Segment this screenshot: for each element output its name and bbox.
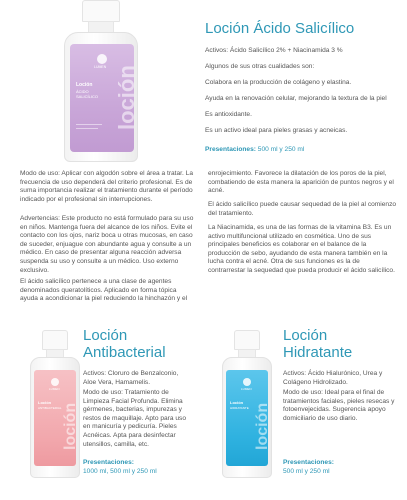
label-product: Loción (230, 400, 244, 405)
salicilico-quality-1: Colabora en la producción de colágeno y elastina. (205, 79, 352, 86)
label-sub-1: HIDRATANTE (230, 406, 249, 410)
usage-paragraph: Modo de uso: Aplicar con algodón sobre el área a tratar. La frecuencia de uso dependerá del criterio profesional. Es de suma importancia realizar el tratamiento durante el período indicado por el profesional sin interrupciones. (20, 170, 194, 203)
hidratante-pres-value: 500 ml y 250 ml (283, 468, 330, 475)
salicilico-quality-4: Es un activo ideal para pieles grasas y acneicas. (205, 127, 348, 134)
brand-logo-icon (243, 378, 251, 386)
salicilico-quality-2: Ayuda en la renovación celular, mejorando la textura de la piel (205, 95, 387, 102)
warnings-paragraph: Advertencias: Este producto no está formulado para su uso en niños. Mantenga fuera del alcance de los niños. Evite el contacto con los ojos, nariz boca u otras mucosas, en caso de suceder, enjuague con abundante agua y consulte a un médico. En caso de presentar alguna reacción adversa suspenda su uso y consulte a un médico. Uso externo exclusivo. (20, 215, 194, 274)
antibacterial-pres-label: Presentaciones: (83, 459, 134, 466)
bottle-label (226, 370, 271, 466)
salicylic-info-paragraph: El ácido salicílico pertenece a una clase de agentes denominados queratolíticos. Aplicado en forma tópica ayuda a acondicionar la piel reduciendo la hinchazón y el (20, 278, 188, 303)
hidratante-bottle (222, 330, 272, 478)
label-sub-1: ANTIBACTERIAL (38, 406, 62, 410)
bottle-cap (82, 0, 120, 22)
bottle-cap (42, 330, 68, 350)
hidratante-title-2: Hidratante (283, 344, 353, 361)
label-product: Loción (76, 82, 93, 88)
antibacterial-pres-value: 1000 ml, 500 ml y 250 ml (83, 468, 157, 475)
bottle-label (34, 370, 79, 466)
antibacterial-title-2: Antibacterial (83, 344, 166, 361)
label-brand: LUMEN (49, 387, 60, 391)
pres-label: Presentaciones: (205, 146, 256, 153)
label-side-word: loción (254, 402, 271, 450)
pres-value: 500 ml y 250 ml (257, 146, 305, 153)
bottle-cap (234, 330, 260, 350)
hidratante-actives: Activos: Ácido Hialurónico, Urea y Colágeno Hidrolizado. (283, 370, 383, 386)
salicilico-bottle (62, 0, 140, 162)
label-brand: LUMEN (241, 387, 252, 391)
antibacterial-title-1: Loción (83, 327, 128, 344)
label-sub-1: ÁCIDO (76, 89, 89, 94)
label-divider (76, 124, 102, 125)
antibacterial-actives: Activos: Cloruro de Benzalconio, Aloe Vera, Hamamelis. (83, 370, 179, 386)
niacinamide-paragraph: La Niacinamida, es una de las formas de la vitamina B3. Es un activo multifuncional utilizado en cosmética. Uno de sus principales beneficios es colaborar en el balance de la producción de sebo, ayudando de esta manera también en la lucha contra el acné. Otra de sus funciones es la de contrarrestar la sequedad que pueda producir el ácido salicílico. (208, 224, 395, 274)
salicilico-intro: Algunos de sus otras cualidades son: (205, 63, 315, 70)
salicylic-dryness-paragraph: El ácido salicílico puede causar sequedad de la piel al comienzo del tratamiento. (208, 201, 397, 217)
salicilico-quality-3: Es antioxidante. (205, 111, 252, 118)
antibacterial-bottle (30, 330, 80, 478)
salicylic-effects-paragraph: enrojecimiento. Favorece la dilatación de los poros de la piel, combatiendo de esta manera la aparición de puntos negros y el acné. (208, 170, 394, 195)
label-sub-2: SALICÍLICO (76, 94, 99, 99)
label-side-word: loción (62, 402, 79, 450)
label-side-word: loción (114, 65, 139, 130)
label-divider (76, 128, 98, 129)
hidratante-title-1: Loción (283, 327, 328, 344)
salicilico-presentations (205, 146, 405, 155)
brand-logo-icon (97, 54, 107, 64)
label-product: Loción (38, 400, 52, 405)
salicilico-actives: Activos: Ácido Salicílico 2% + Niacinamida 3 % (205, 47, 343, 54)
antibacterial-usage: Modo de uso: Tratamiento de Limpieza Facial Profunda. Elimina gérmenes, bacterias, impurezas y restos de maquillaje. Apto para uso en manicuría y pedicuría. Pieles Acnéicas. Apta para desinfectar utensillos, camilla, etc. (83, 389, 186, 448)
salicilico-title: Loción Ácido Salicílico (205, 20, 355, 37)
bottle-label (70, 44, 139, 152)
hidratante-pres-label: Presentaciones: (283, 459, 334, 466)
label-brand: LUMEN (94, 65, 107, 69)
hidratante-usage: Modo de uso: Ideal para el final de tratamientos faciales, pieles resecas y fotoenvejecidas. Sugerencia apoyo domiciliario de uso diario. (283, 389, 395, 422)
brand-logo-icon (51, 378, 59, 386)
